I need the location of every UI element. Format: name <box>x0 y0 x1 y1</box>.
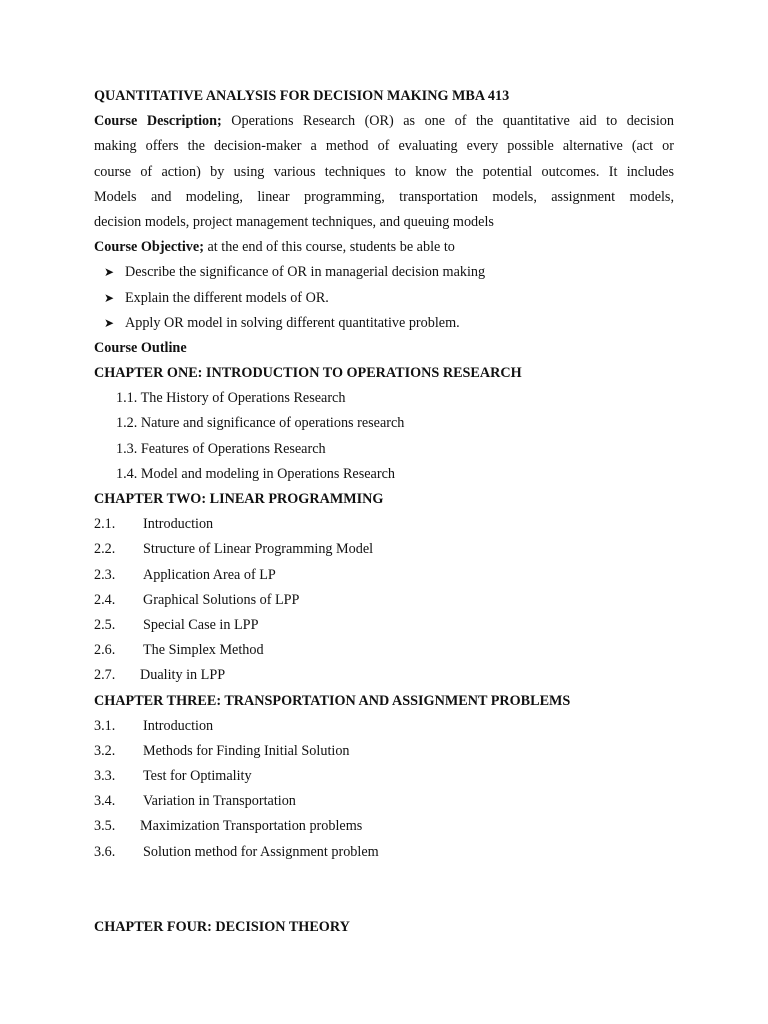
course-objective-text: at the end of this course, students be able to <box>203 239 455 256</box>
objective-bullet-3 <box>94 313 674 338</box>
document-title: QUANTITATIVE ANALYSIS FOR DECISION MAKING MBA 413 <box>94 88 510 104</box>
item-number: 3.4. <box>94 793 116 810</box>
item-text: Graphical Solutions of LPP <box>143 591 300 608</box>
chapter-four-heading: CHAPTER FOUR: DECISION THEORY <box>94 918 350 935</box>
chapter-two-item-7 <box>94 665 674 690</box>
arrowhead-bullet-icon: ➤ <box>104 315 115 330</box>
item-number: 2.6. <box>94 642 116 659</box>
course-objective-label: Course Objective; <box>94 239 204 256</box>
objective-bullet-text: Apply OR model in solving different quantitative problem. <box>125 314 460 331</box>
item-number: 2.5. <box>94 616 116 633</box>
chapter-three-item-5 <box>94 816 674 841</box>
course-objective <box>94 237 674 262</box>
item-number: 3.2. <box>94 742 116 759</box>
arrowhead-bullet-icon: ➤ <box>104 290 115 305</box>
item-number: 2.7. <box>94 667 116 684</box>
item-number: 2.3. <box>94 566 116 583</box>
course-description-text-1: Operations Research (OR) as one of the quantitative aid to decision <box>221 113 674 130</box>
item-number: 3.1. <box>94 717 116 734</box>
chapter-three-item-2 <box>94 741 674 766</box>
course-description-line-2: making offers the decision-maker a method of evaluating every possible alternative (act or <box>94 138 674 155</box>
item-text: Test for Optimality <box>143 768 252 785</box>
item-text: Maximization Transportation problems <box>140 818 363 835</box>
chapter-two-heading: CHAPTER TWO: LINEAR PROGRAMMING <box>94 491 384 507</box>
item-number: 2.2. <box>94 541 116 558</box>
item-text: Introduction <box>143 717 214 734</box>
objective-bullet-text: Explain the different models of OR. <box>125 289 329 306</box>
item-text: Introduction <box>143 516 214 533</box>
course-description-label: Course Description; <box>94 113 222 130</box>
item-text: Special Case in LPP <box>143 616 259 633</box>
chapter-three-item-4 <box>94 791 674 816</box>
course-outline-heading: Course Outline <box>94 339 187 356</box>
item-text: Duality in LPP <box>140 667 226 684</box>
item-number: 3.3. <box>94 768 116 785</box>
item-text: Methods for Finding Initial Solution <box>143 742 350 759</box>
chapter-three-item-1 <box>94 716 674 741</box>
course-description-line-4: Models and modeling, linear programming, transportation models, assignment models, <box>94 188 674 205</box>
item-text: Application Area of LP <box>143 566 276 583</box>
item-number: 2.4. <box>94 591 116 608</box>
item-number: 3.6. <box>94 843 116 860</box>
chapter-three-item-6 <box>94 842 674 867</box>
chapter-one-item-2: 1.2. Nature and significance of operations research <box>116 415 405 432</box>
item-number: 2.1. <box>94 516 116 533</box>
item-number: 3.5. <box>94 818 116 835</box>
chapter-one-heading: CHAPTER ONE: INTRODUCTION TO OPERATIONS RESEARCH <box>94 365 522 382</box>
item-text: Structure of Linear Programming Model <box>143 541 374 558</box>
chapter-one-item-4: 1.4. Model and modeling in Operations Research <box>116 465 395 482</box>
chapter-two-item-2 <box>94 539 674 564</box>
section-spacer <box>94 867 674 917</box>
course-description-line-1 <box>94 111 674 136</box>
chapter-two-item-5 <box>94 615 674 640</box>
chapter-two-item-1 <box>94 514 674 539</box>
arrowhead-bullet-icon: ➤ <box>104 265 115 280</box>
chapter-one-item-3: 1.3. Features of Operations Research <box>116 440 326 457</box>
objective-bullet-text: Describe the significance of OR in managerial decision making <box>125 264 486 281</box>
chapter-two-item-6 <box>94 640 674 665</box>
objective-bullet-2 <box>94 288 674 313</box>
course-description-line-5: decision models, project management techniques, and queuing models <box>94 213 494 230</box>
item-text: The Simplex Method <box>143 642 264 659</box>
chapter-three-item-3 <box>94 766 674 791</box>
chapter-one-item-1: 1.1. The History of Operations Research <box>116 390 346 407</box>
item-text: Variation in Transportation <box>143 793 296 810</box>
chapter-two-item-4 <box>94 590 674 615</box>
chapter-two-item-3 <box>94 565 674 590</box>
document-page <box>94 86 674 942</box>
item-text: Solution method for Assignment problem <box>143 843 379 860</box>
objective-bullet-1 <box>94 262 674 287</box>
course-description-line-3: course of action) by using various techniques to know the potential outcomes. It includes <box>94 163 674 180</box>
chapter-three-heading: CHAPTER THREE: TRANSPORTATION AND ASSIGNMENT PROBLEMS <box>94 692 571 709</box>
